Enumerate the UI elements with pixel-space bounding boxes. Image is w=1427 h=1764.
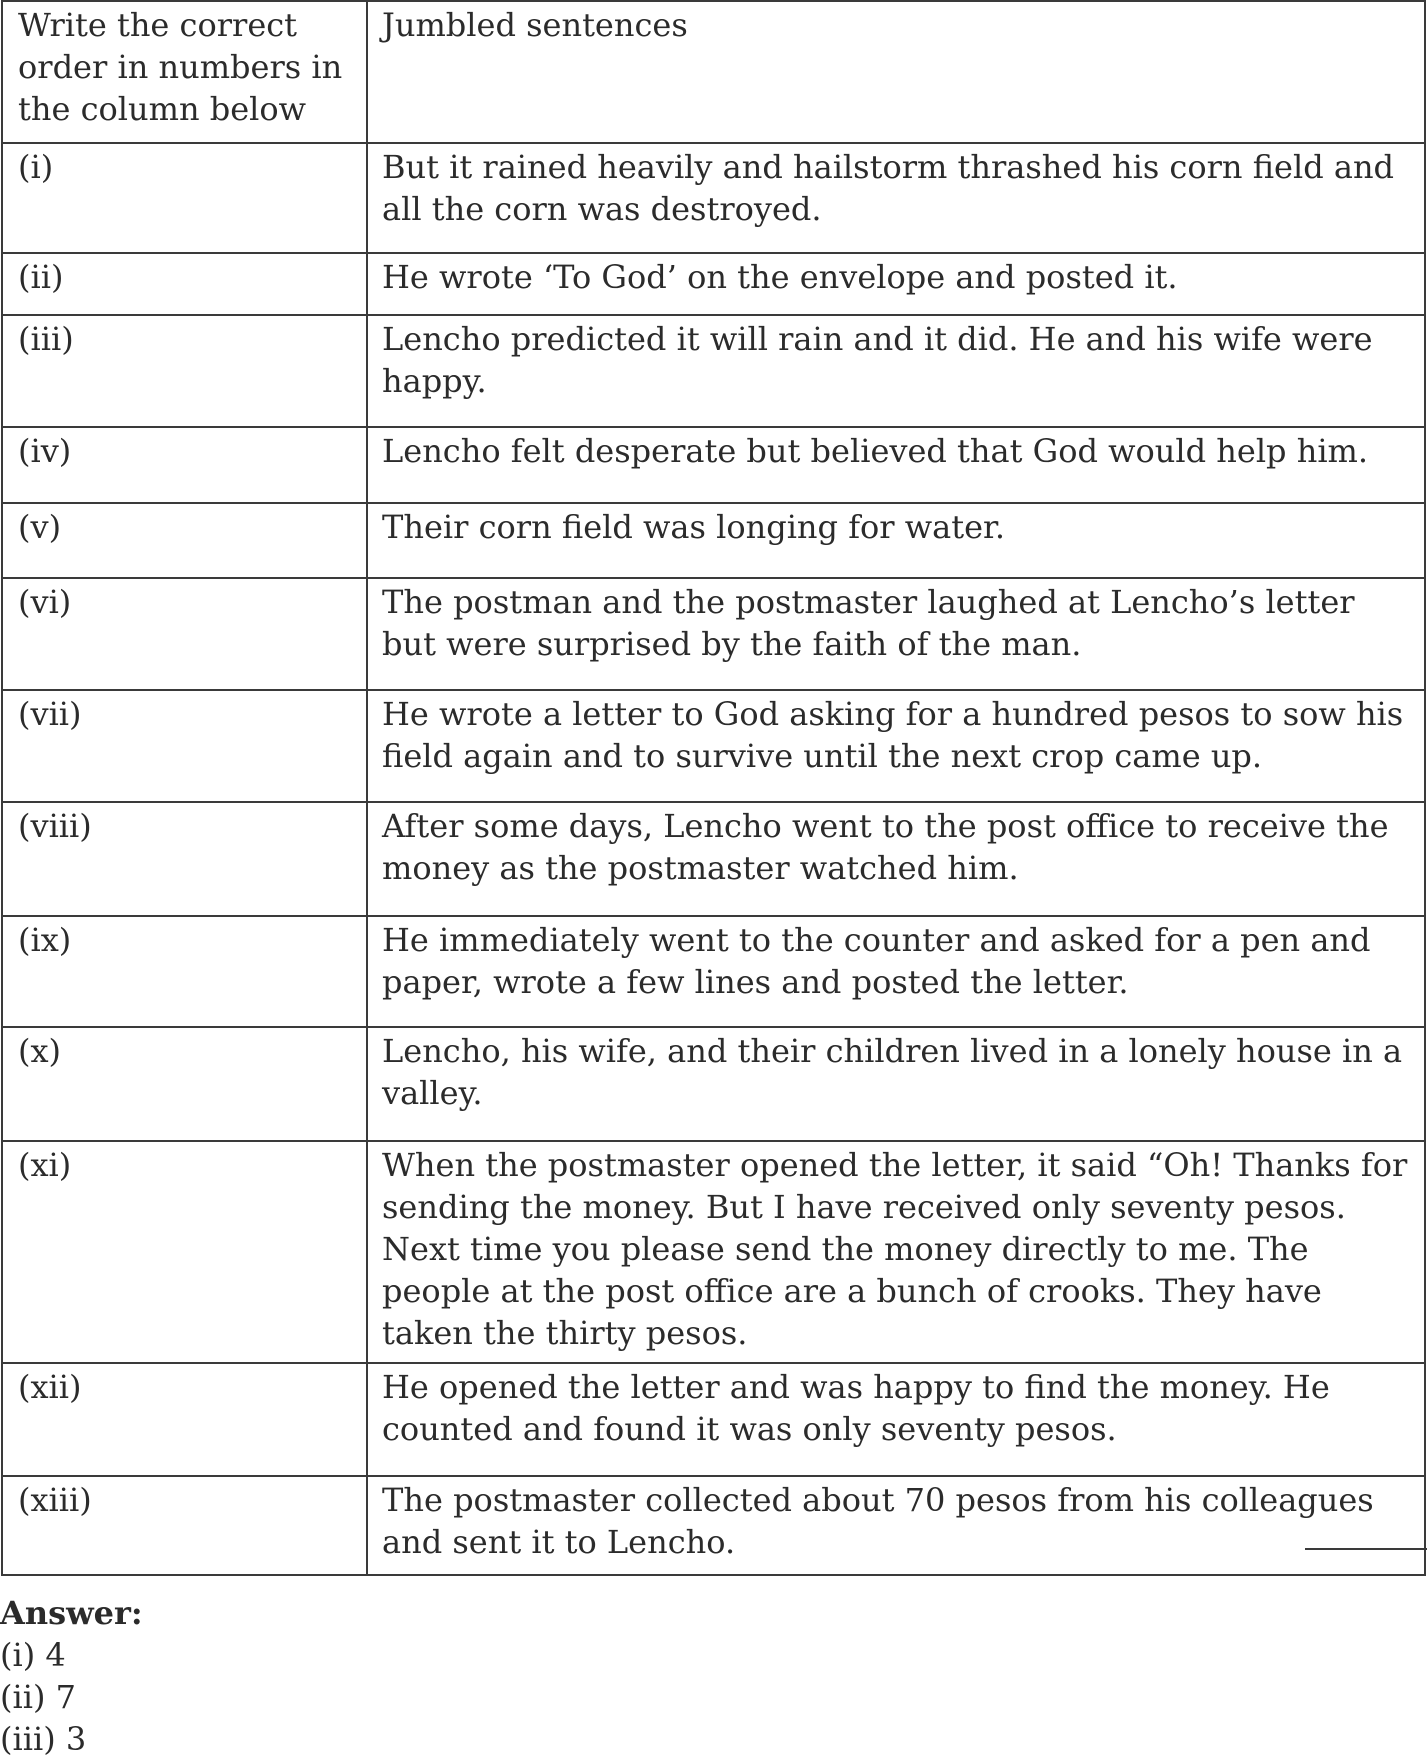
sentence-column-header: Jumbled sentences	[367, 1, 1425, 143]
row-number: (viii)	[2, 802, 367, 916]
jumbled-sentences-table	[1, 0, 1426, 1576]
row-number: (i)	[2, 143, 367, 253]
row-number: (xi)	[2, 1141, 367, 1363]
table-row	[2, 578, 1425, 690]
row-number: (ii)	[2, 253, 367, 315]
row-number: (xiii)	[2, 1476, 367, 1575]
answer-heading: Answer:	[0, 1594, 143, 1632]
table-header-row	[2, 1, 1425, 143]
table-bottom-rule	[1305, 1548, 1427, 1550]
row-number: (ix)	[2, 916, 367, 1027]
row-number: (iv)	[2, 427, 367, 503]
row-sentence: Their corn field was longing for water.	[367, 503, 1425, 578]
row-sentence: Lencho felt desperate but believed that God would help him.	[367, 427, 1425, 503]
row-number: (v)	[2, 503, 367, 578]
table-row	[2, 1363, 1425, 1476]
row-sentence: He wrote ‘To God’ on the envelope and posted it.	[367, 253, 1425, 315]
row-sentence: The postman and the postmaster laughed at Lencho’s letter but were surprised by the faith of the man.	[367, 578, 1425, 690]
table-row	[2, 690, 1425, 802]
table-row	[2, 503, 1425, 578]
table-row	[2, 315, 1425, 427]
row-sentence: When the postmaster opened the letter, it said “Oh! Thanks for sending the money. But I have received only seventy pesos. Next time you please send the money directly to me. The people at the post office are a bunch of crooks. They have taken the thirty pesos.	[367, 1141, 1425, 1363]
row-sentence: Lencho, his wife, and their children lived in a lonely house in a valley.	[367, 1027, 1425, 1141]
table-row	[2, 802, 1425, 916]
row-sentence: Lencho predicted it will rain and it did. He and his wife were happy.	[367, 315, 1425, 427]
row-number: (vii)	[2, 690, 367, 802]
row-sentence: After some days, Lencho went to the post office to receive the money as the postmaster watched him.	[367, 802, 1425, 916]
table-row	[2, 916, 1425, 1027]
answer-line: (i) 4	[0, 1636, 66, 1674]
row-number: (x)	[2, 1027, 367, 1141]
table-row	[2, 1027, 1425, 1141]
table-row	[2, 143, 1425, 253]
row-number: (vi)	[2, 578, 367, 690]
row-sentence: He immediately went to the counter and asked for a pen and paper, wrote a few lines and posted the letter.	[367, 916, 1425, 1027]
row-sentence: But it rained heavily and hailstorm thrashed his corn field and all the corn was destroyed.	[367, 143, 1425, 253]
row-number: (iii)	[2, 315, 367, 427]
row-number: (xii)	[2, 1363, 367, 1476]
table-row	[2, 427, 1425, 503]
row-sentence: He wrote a letter to God asking for a hundred pesos to sow his field again and to survive until the next crop came up.	[367, 690, 1425, 802]
order-column-header: Write the correct order in numbers in the column below	[2, 1, 367, 143]
table-row	[2, 1141, 1425, 1363]
answer-line: (ii) 7	[0, 1678, 76, 1716]
row-sentence: The postmaster collected about 70 pesos from his colleagues and sent it to Lencho.	[367, 1476, 1425, 1575]
row-sentence: He opened the letter and was happy to find the money. He counted and found it was only seventy pesos.	[367, 1363, 1425, 1476]
answer-line: (iii) 3	[0, 1720, 87, 1758]
answer-section	[0, 1592, 600, 1760]
table-row	[2, 253, 1425, 315]
table-row	[2, 1476, 1425, 1575]
